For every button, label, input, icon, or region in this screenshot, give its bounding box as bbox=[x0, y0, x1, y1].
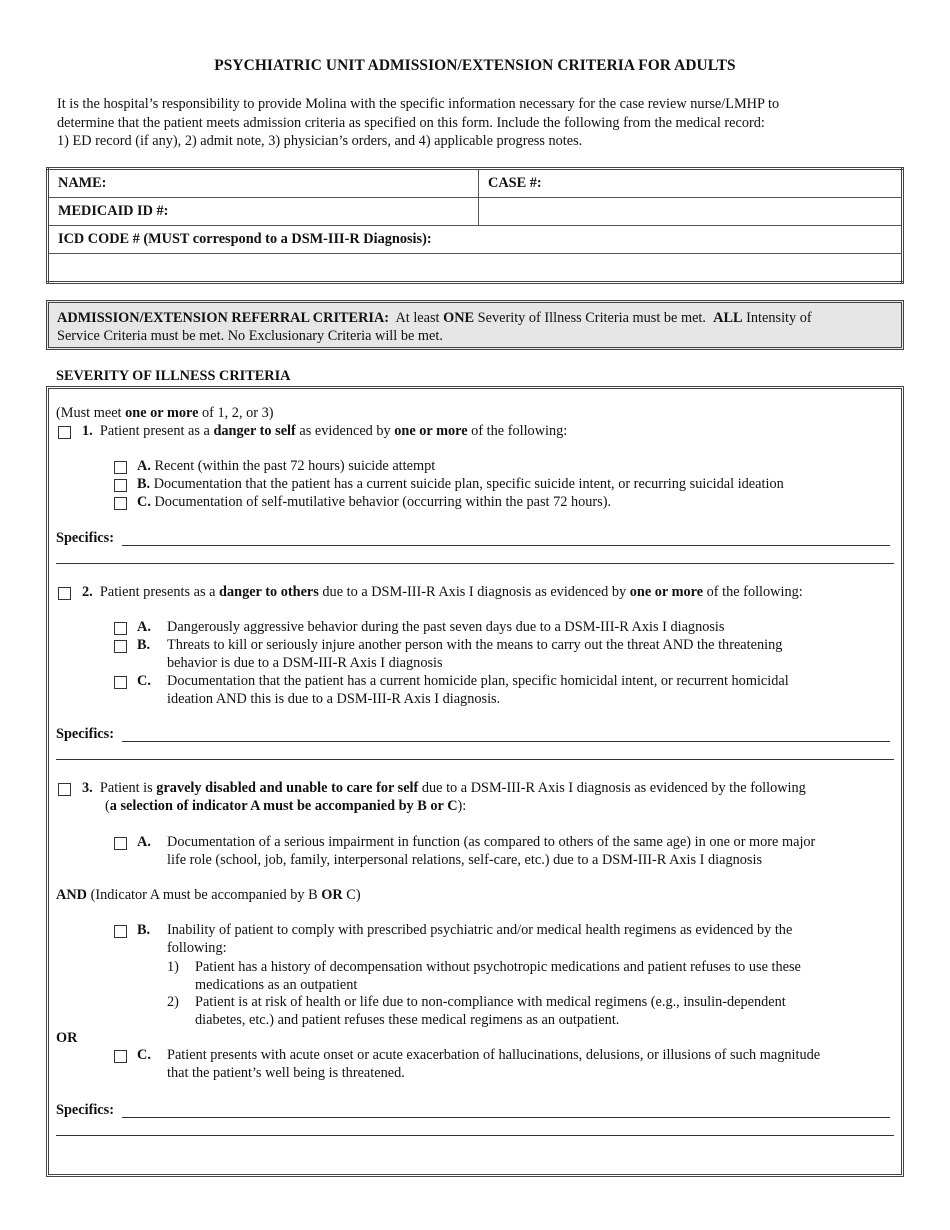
icd-code-label-cell bbox=[48, 226, 903, 254]
criterion-3b-text-line2: following: bbox=[167, 940, 227, 956]
specifics-label: Specifics: bbox=[56, 726, 114, 742]
criterion-1c-checkbox[interactable] bbox=[114, 497, 127, 510]
criterion-2b-text-line1: Threats to kill or seriously injure another person with the means to carry out the threat AND the threatening bbox=[167, 637, 783, 653]
case-number-field[interactable] bbox=[479, 169, 903, 198]
indicator-letter: A. bbox=[137, 619, 151, 635]
criterion-number: 3. bbox=[82, 780, 93, 796]
indicator-text: Documentation that the patient has a current suicide plan, specific suicide intent, or recurring suicidal ideation bbox=[153, 476, 784, 492]
criterion-2c-text-line2: ideation AND this is due to a DSM-III-R Axis I diagnosis. bbox=[167, 691, 501, 707]
medicaid-id-label: MEDICAID ID #: bbox=[58, 203, 169, 219]
and-text: C) bbox=[346, 887, 361, 903]
case-number-label: CASE #: bbox=[488, 175, 542, 191]
criterion-bold: a selection of indicator A must be accompanied by B or C bbox=[109, 798, 458, 814]
intro-paragraph bbox=[57, 95, 857, 151]
or-label: OR bbox=[56, 1030, 78, 1046]
specifics-label: Specifics: bbox=[56, 530, 114, 546]
specifics-1-second-line[interactable] bbox=[56, 563, 894, 564]
criterion-bold: danger to others bbox=[219, 584, 319, 600]
referral-line-2: Service Criteria must be met. No Exclusionary Criteria will be met. bbox=[57, 328, 443, 344]
must-meet-note bbox=[56, 405, 274, 422]
icd-code-label: ICD CODE # (MUST correspond to a DSM-III-R Diagnosis): bbox=[58, 231, 432, 247]
and-note bbox=[56, 887, 361, 904]
criterion-2a-checkbox[interactable] bbox=[114, 622, 127, 635]
referral-heading: ADMISSION/EXTENSION REFERRAL CRITERIA: bbox=[57, 310, 390, 326]
referral-text: Severity of Illness Criteria must be met. bbox=[477, 310, 706, 326]
criterion-text: Patient present as a bbox=[99, 423, 210, 439]
indicator-text: Documentation of self-mutilative behavior (occurring within the past 72 hours). bbox=[154, 494, 612, 510]
referral-line-1 bbox=[57, 309, 887, 327]
criterion-number: 2. bbox=[82, 584, 93, 600]
criterion-text: as evidenced by bbox=[299, 423, 391, 439]
criterion-1b-checkbox[interactable] bbox=[114, 479, 127, 492]
indicator-letter: A. bbox=[137, 834, 151, 850]
criterion-2-checkbox[interactable] bbox=[58, 587, 71, 600]
criterion-bold: danger to self bbox=[213, 423, 296, 439]
specifics-3-input-line[interactable] bbox=[122, 1117, 890, 1118]
note-text: (Must meet bbox=[56, 405, 122, 421]
criterion-number: 1. bbox=[82, 423, 93, 439]
icd-code-field[interactable] bbox=[48, 254, 903, 283]
medicaid-id-field[interactable] bbox=[48, 198, 479, 226]
criterion-text: of the following: bbox=[706, 584, 803, 600]
criterion-bold: one or more bbox=[629, 584, 704, 600]
specifics-3-second-line[interactable] bbox=[56, 1135, 894, 1136]
criterion-1-text bbox=[82, 423, 567, 440]
referral-text: At least bbox=[395, 310, 440, 326]
criterion-3c-text-line2: that the patient’s well being is threatened. bbox=[167, 1065, 405, 1081]
note-text: of 1, 2, or 3) bbox=[202, 405, 274, 421]
name-label: NAME: bbox=[58, 175, 107, 191]
criterion-2b-checkbox[interactable] bbox=[114, 640, 127, 653]
intro-line: 1) ED record (if any), 2) admit note, 3) physician’s orders, and 4) applicable progress notes. bbox=[57, 133, 583, 149]
criterion-1a-text bbox=[137, 458, 435, 475]
intro-line: It is the hospital’s responsibility to provide Molina with the specific information necessary for the case review nurse/LMHP to bbox=[57, 96, 780, 112]
criterion-text: due to a DSM-III-R Axis I diagnosis as evidenced by bbox=[322, 584, 627, 600]
criterion-text: Patient presents as a bbox=[99, 584, 216, 600]
note-bold: one or more bbox=[125, 405, 199, 421]
criterion-3b-subitem-1-line2: medications as an outpatient bbox=[195, 977, 358, 993]
criterion-3b-subitem-2-line1: Patient is at risk of health or life due to non-compliance with medical regimens (e.g., insulin-dependent bbox=[195, 994, 786, 1010]
criterion-bold: gravely disabled and unable to care for self bbox=[156, 780, 419, 796]
medicaid-id-value-field[interactable] bbox=[479, 198, 903, 226]
criterion-3c-checkbox[interactable] bbox=[114, 1050, 127, 1063]
criterion-bold: one or more bbox=[394, 423, 468, 439]
indicator-letter: B. bbox=[137, 922, 151, 938]
criterion-2c-text-line1: Documentation that the patient has a current homicide plan, specific homicidal intent, or recurrent homicidal bbox=[167, 673, 789, 689]
criterion-3b-text-line1: Inability of patient to comply with prescribed psychiatric and/or medical health regimens as evidenced by the bbox=[167, 922, 793, 938]
criterion-3a-checkbox[interactable] bbox=[114, 837, 127, 850]
criterion-3b-checkbox[interactable] bbox=[114, 925, 127, 938]
referral-bold: ONE bbox=[443, 310, 475, 326]
specifics-label: Specifics: bbox=[56, 1102, 114, 1118]
criterion-3-text bbox=[82, 780, 806, 797]
criterion-3a-text-line2: life role (school, job, family, interpersonal relations, self-care, etc.) due to a DSM-III-R Axis I diagnosis bbox=[167, 852, 763, 868]
criterion-2a-text: Dangerously aggressive behavior during the past seven days due to a DSM-III-R Axis I diagnosis bbox=[167, 619, 725, 635]
indicator-letter: B. bbox=[137, 476, 151, 492]
criterion-1b-text bbox=[137, 476, 784, 493]
criterion-text: ): bbox=[457, 798, 467, 814]
criterion-1a-checkbox[interactable] bbox=[114, 461, 127, 474]
indicator-letter: A. bbox=[137, 458, 151, 474]
criterion-text: Patient is bbox=[99, 780, 153, 796]
criterion-3b-subitem-1-line1: Patient has a history of decompensation without psychotropic medications and patient refuses to use these bbox=[195, 959, 801, 975]
indicator-letter: C. bbox=[137, 494, 151, 510]
intro-line: determine that the patient meets admission criteria as specified on this form. Include the following from the medical record: bbox=[57, 114, 765, 131]
criterion-3b-subitem-2-number: 2) bbox=[167, 994, 179, 1010]
patient-id-table bbox=[46, 167, 904, 284]
criterion-text: due to a DSM-III-R Axis I diagnosis as evidenced by the following bbox=[421, 780, 806, 796]
criterion-3b-subitem-1-number: 1) bbox=[167, 959, 179, 975]
indicator-letter: C. bbox=[137, 1047, 151, 1063]
indicator-letter: C. bbox=[137, 673, 151, 689]
specifics-2-second-line[interactable] bbox=[56, 759, 894, 760]
criterion-3b-subitem-2-line2: diabetes, etc.) and patient refuses these medical regimens as an outpatient. bbox=[195, 1012, 620, 1028]
criterion-3a-text-line1: Documentation of a serious impairment in function (as compared to others of the same age) in one or more major bbox=[167, 834, 816, 850]
criterion-3-checkbox[interactable] bbox=[58, 783, 71, 796]
criterion-text: of the following: bbox=[471, 423, 568, 439]
and-text: (Indicator A must be accompanied by B bbox=[90, 887, 318, 903]
indicator-text: Recent (within the past 72 hours) suicide attempt bbox=[154, 458, 436, 474]
specifics-2-input-line[interactable] bbox=[122, 741, 890, 742]
criterion-1c-text bbox=[137, 494, 611, 511]
and-bold: OR bbox=[321, 887, 343, 903]
criterion-1-checkbox[interactable] bbox=[58, 426, 71, 439]
name-field[interactable] bbox=[48, 169, 479, 198]
form-title: PSYCHIATRIC UNIT ADMISSION/EXTENSION CRITERIA FOR ADULTS bbox=[214, 57, 736, 74]
referral-text: Intensity of bbox=[746, 310, 812, 326]
and-bold: AND bbox=[56, 887, 87, 903]
criterion-2-text bbox=[82, 584, 803, 601]
referral-bold: ALL bbox=[713, 310, 743, 326]
indicator-letter: B. bbox=[137, 637, 151, 653]
specifics-1-input-line[interactable] bbox=[122, 545, 890, 546]
criterion-3c-text-line1: Patient presents with acute onset or acute exacerbation of hallucinations, delusions, or illusions of such magnitude bbox=[167, 1047, 821, 1063]
referral-criteria-box bbox=[46, 300, 904, 350]
criterion-2c-checkbox[interactable] bbox=[114, 676, 127, 689]
criterion-text: ( bbox=[105, 798, 110, 814]
criterion-2b-text-line2: behavior is due to a DSM-III-R Axis I diagnosis bbox=[167, 655, 443, 671]
criterion-3-text-line2 bbox=[105, 798, 466, 815]
severity-heading: SEVERITY OF ILLNESS CRITERIA bbox=[56, 368, 291, 384]
